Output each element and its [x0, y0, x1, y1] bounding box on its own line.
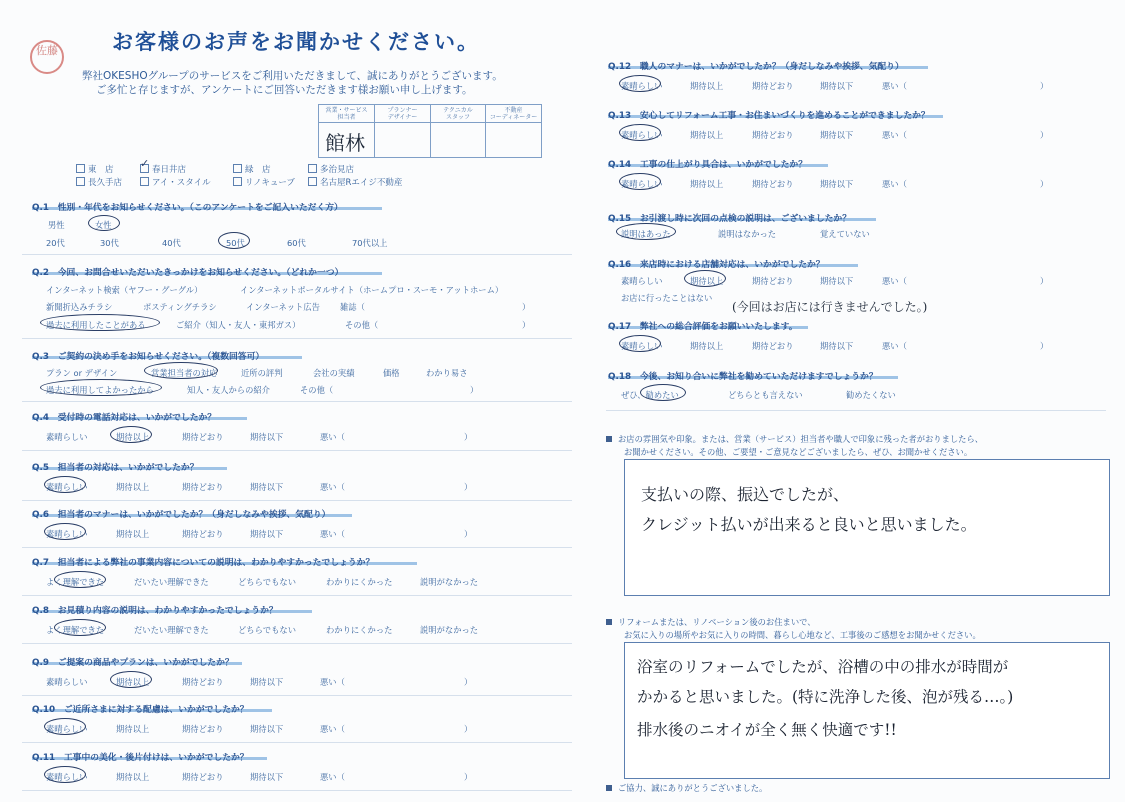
comment2-box[interactable] [624, 642, 1110, 779]
q16-opt-close: ） [1040, 276, 1049, 286]
q7-answer-circle [54, 571, 106, 588]
q10-label: Q.10 ご近所さまに対する配慮は、いかがでしたか？ [32, 705, 249, 715]
q5-answer-circle [44, 476, 86, 493]
q1-gender-female[interactable]: 女性 [95, 220, 112, 230]
q3-track-record[interactable]: 会社の実績 [313, 368, 355, 378]
q13-opt-6: ） [1040, 130, 1049, 140]
q1-gender-male[interactable]: 男性 [48, 220, 65, 230]
q12-opt-6: ） [1040, 81, 1049, 91]
q4-opt-6: ） [464, 432, 473, 442]
footer-thanks: ご協力、誠にありがとうございました。 [606, 782, 767, 794]
store-tajimi[interactable]: 多治見店 [308, 163, 354, 175]
q1-gender-answer-circle [88, 215, 120, 231]
comment1-prompt-1: お店の雰囲気や印象。または、営業（サービス）担当者や職人で印象に残った者がおりましたら、 [606, 433, 983, 445]
q17-opt-5[interactable]: 悪い（ [882, 341, 907, 351]
q2-internet-ad[interactable]: インターネット広告 [246, 302, 320, 312]
q17-opt-2[interactable]: 期待以上 [690, 341, 724, 351]
store-kasugai[interactable]: ✓ 春日井店 [140, 157, 187, 175]
q3-reputation[interactable]: 近所の評判 [241, 368, 283, 378]
q2-newspaper-flyer[interactable]: 新聞折込みチラシ [46, 302, 113, 312]
q9-opt-5[interactable]: 悪い（ [320, 677, 345, 687]
q1-age-60[interactable]: 60代 [287, 238, 306, 248]
q2-other[interactable]: その他（ [345, 320, 379, 330]
q5-opt-6: ） [464, 482, 473, 492]
q14-label: Q.14 工事の仕上がり具合は、いかがでしたか？ [608, 160, 808, 170]
q1-age-answer-circle [218, 232, 250, 249]
intro-line-1: 弊社OKESHOグループのサービスをご利用いただきまして、誠にありがとうございます。 [82, 70, 503, 82]
q16-opt-1[interactable]: 素晴らしい [621, 276, 663, 286]
q16-opt-3[interactable]: 期待どおり [752, 276, 794, 286]
q2-label: Q.2 今回、お問合せいただいたきっかけをお知らせください。（どれか一つ） [32, 268, 344, 278]
q12-answer-circle [619, 75, 661, 92]
q16-handwritten-note: (今回はお店には行きませんでした。) [732, 300, 928, 314]
q5-opt-4[interactable]: 期待以下 [250, 482, 284, 492]
q3-answer-circle-1 [144, 362, 218, 379]
q12-opt-1[interactable]: 素晴らしい [621, 81, 663, 91]
q2-magazine-close: ） [522, 302, 531, 312]
q9-opt-6: ） [464, 677, 473, 687]
comment1-prompt-2: お聞かせください。その他、ご要望・ご意見などございましたら、ぜひ、お聞かせください。 [624, 447, 973, 457]
q9-opt-4[interactable]: 期待以下 [250, 677, 284, 687]
q16-never-visited[interactable]: お店に行ったことはない [621, 293, 713, 303]
q11-label: Q.11 工事中の美化・後片付けは、いかがでしたか？ [32, 753, 249, 763]
staff-header-sales: 営業・サービス 担当者 [325, 107, 368, 121]
store-i-style[interactable]: アイ・スタイル [140, 176, 211, 188]
q15-explained[interactable]: 説明はあった [621, 229, 671, 239]
q14-opt-1[interactable]: 素晴らしい [621, 179, 663, 189]
q10-answer-circle [44, 718, 86, 735]
q3-clarity[interactable]: わかり易さ [426, 368, 468, 378]
q3-sales-staff[interactable]: 営業担当者の対応 [151, 368, 218, 378]
staff-table [318, 104, 542, 158]
q7-label: Q.7 担当者による弊社の事業内容についての説明は、わかりやすかったでしょうか？ [32, 558, 375, 568]
q17-opt-1[interactable]: 素晴らしい [621, 341, 663, 351]
q4-label: Q.4 受付時の電話対応は、いかがでしたか？ [32, 413, 217, 423]
q12-opt-5[interactable]: 悪い（ [882, 81, 907, 91]
q12-opt-2[interactable]: 期待以上 [690, 81, 724, 91]
q14-opt-3[interactable]: 期待どおり [752, 179, 794, 189]
staff-header-technical: テクニカル スタッフ [443, 107, 473, 121]
q13-answer-circle [619, 124, 661, 141]
q13-opt-5[interactable]: 悪い（ [882, 130, 907, 140]
q5-label: Q.5 担当者の対応は、いかがでしたか？ [32, 463, 199, 473]
q6-opt-1[interactable]: 素晴らしい [46, 529, 88, 539]
q7-opt-1[interactable]: よく理解できた [46, 577, 105, 587]
q10-opt-2[interactable]: 期待以上 [116, 724, 150, 734]
q3-past-good[interactable]: 過去に利用してよかったから [46, 385, 154, 395]
q3-plan-design[interactable]: プラン or デザイン [46, 368, 118, 378]
q4-opt-4[interactable]: 期待以下 [250, 432, 284, 442]
q13-opt-1[interactable]: 素晴らしい [621, 130, 663, 140]
q17-opt-3[interactable]: 期待どおり [752, 341, 794, 351]
q7-opt-4[interactable]: わかりにくかった [326, 577, 393, 587]
q10-opt-6: ） [464, 724, 473, 734]
q9-opt-1[interactable]: 素晴らしい [46, 677, 88, 687]
q5-opt-3[interactable]: 期待どおり [182, 482, 224, 492]
q2-past-use[interactable]: 過去に利用したことがある [46, 320, 146, 330]
q8-opt-4[interactable]: わかりにくかった [326, 625, 393, 635]
comment1-box[interactable] [624, 459, 1110, 596]
seal-stamp: 佐藤 [30, 40, 64, 74]
comment2-line-1: 浴室のリフォームでしたが、浴槽の中の排水が時間が [637, 658, 1009, 676]
staff-header-realestate: 不動産 コーディネーター [489, 107, 538, 121]
q8-opt-1[interactable]: よく理解できた [46, 625, 105, 635]
q2-other-close: ） [522, 320, 531, 330]
q1-age-40[interactable]: 40代 [162, 238, 181, 248]
q6-opt-6: ） [464, 529, 473, 539]
q8-opt-2[interactable]: だいたい理解できた [134, 625, 209, 635]
q7-opt-3[interactable]: どちらでもない [238, 577, 296, 587]
q8-opt-3[interactable]: どちらでもない [238, 625, 296, 635]
q6-opt-2[interactable]: 期待以上 [116, 529, 150, 539]
q6-opt-5[interactable]: 悪い（ [320, 529, 345, 539]
q11-answer-circle [44, 766, 86, 783]
q4-opt-1[interactable]: 素晴らしい [46, 432, 88, 442]
q3-other-close: ） [470, 385, 479, 395]
q6-opt-4[interactable]: 期待以下 [250, 529, 284, 539]
intro-line-2: ご多忙と存じますが、アンケートにご回答いただきます様お願い申し上げます。 [96, 84, 473, 96]
q4-opt-2[interactable]: 期待以上 [116, 432, 150, 442]
q8-label: Q.8 お見積り内容の説明は、わかりやすかったでしょうか？ [32, 606, 278, 616]
q1-age-70[interactable]: 70代以上 [352, 238, 388, 248]
q10-opt-1[interactable]: 素晴らしい [46, 724, 88, 734]
q3-price[interactable]: 価格 [383, 368, 400, 378]
q11-opt-2[interactable]: 期待以上 [116, 772, 150, 782]
q5-opt-1[interactable]: 素晴らしい [46, 482, 88, 492]
q16-opt-2[interactable]: 期待以上 [690, 276, 724, 286]
q14-answer-circle [619, 173, 661, 190]
q15-not-remember[interactable]: 覚えていない [820, 229, 870, 239]
q6-label: Q.6 担当者のマナーは、いかがでしたか？（身だしなみや挨拶、気配り） [32, 510, 331, 520]
q4-answer-circle [110, 426, 152, 443]
q13-opt-2[interactable]: 期待以上 [690, 130, 724, 140]
store-higashi[interactable]: 東 店 [76, 163, 114, 175]
q2-posting-flyer[interactable]: ポスティングチラシ [143, 302, 217, 312]
q9-label: Q.9 ご提案の商品やプランは、いかがでしたか？ [32, 658, 234, 668]
q11-opt-4[interactable]: 期待以下 [250, 772, 284, 782]
comment2-line-2: かかると思いました。(特に洗浄した後、泡が残る…。) [637, 688, 1014, 706]
q1-age-30[interactable]: 30代 [100, 238, 119, 248]
q15-label: Q.15 お引渡し時に次回の点検の説明は、ございましたか？ [608, 214, 851, 224]
q4-opt-3[interactable]: 期待どおり [182, 432, 224, 442]
q12-opt-3[interactable]: 期待どおり [752, 81, 794, 91]
q13-label: Q.13 安心してリフォーム工事・お住まいづくりを進めることができましたか？ [608, 111, 930, 121]
q11-opt-6: ） [464, 772, 473, 782]
store-midori[interactable]: 緑 店 [233, 163, 271, 175]
store-renocube[interactable]: リノキューブ [233, 176, 295, 188]
comment2-prompt-1: リフォームまたは、リノベーション後のお住まいで、 [606, 616, 816, 628]
q17-label: Q.17 弊社への総合評価をお願いいたします。 [608, 322, 798, 332]
q2-magazine[interactable]: 雑誌（ [340, 302, 365, 312]
comment2-line-3: 排水後のニオイが全く無く快適です!! [637, 721, 897, 739]
page-title: お客様のお声をお聞かせください。 [112, 30, 480, 54]
q6-opt-3[interactable]: 期待どおり [182, 529, 224, 539]
q9-opt-2[interactable]: 期待以上 [116, 677, 150, 687]
q17-answer-circle [619, 335, 661, 352]
q15-answer-circle [616, 223, 676, 240]
q7-opt-5[interactable]: 説明がなかった [420, 577, 479, 587]
q9-opt-3[interactable]: 期待どおり [182, 677, 224, 687]
q3-other[interactable]: その他（ [300, 385, 334, 395]
q3-friend-referral[interactable]: 知人・友人からの紹介 [187, 385, 270, 395]
q2-answer-circle [40, 314, 160, 331]
store-nagakute[interactable]: 長久手店 [76, 176, 122, 188]
q13-opt-4[interactable]: 期待以下 [820, 130, 854, 140]
q14-opt-6: ） [1040, 179, 1049, 189]
q14-opt-5[interactable]: 悪い（ [882, 179, 907, 189]
q2-portal-site[interactable]: インターネットポータルサイト（ホームプロ・スーモ・アットホーム） [240, 285, 504, 295]
q16-opt-4[interactable]: 期待以下 [820, 276, 854, 286]
q2-internet-search[interactable]: インターネット検索（ヤフー・グーグル） [46, 285, 203, 295]
comment1-line-2: クレジット払いが出来ると良いと思いました。 [641, 515, 977, 534]
q16-label: Q.16 来店時における店舗対応は、いかがでしたか？ [608, 260, 825, 270]
q1-label: Q.1 性別・年代をお知らせください。（このアンケートをご記入いただく方） [32, 203, 343, 213]
q14-opt-4[interactable]: 期待以下 [820, 179, 854, 189]
q10-opt-4[interactable]: 期待以下 [250, 724, 284, 734]
q3-label: Q.3 ご契約の決め手をお知らせください。（複数回答可） [32, 352, 265, 362]
q1-age-20[interactable]: 20代 [46, 238, 65, 248]
q16-opt-5[interactable]: 悪い（ [882, 276, 907, 286]
q9-answer-circle [110, 671, 152, 688]
q15-not-explained[interactable]: 説明はなかった [718, 229, 777, 239]
q5-opt-5[interactable]: 悪い（ [320, 482, 345, 492]
q17-opt-4[interactable]: 期待以下 [820, 341, 854, 351]
q6-answer-circle [44, 523, 86, 540]
comment2-prompt-2: お気に入りの場所やお気に入りの時間、暮らし心地など、工事後のご感想をお聞かせください。 [624, 630, 981, 640]
q5-opt-2[interactable]: 期待以上 [116, 482, 150, 492]
q18-not-recommend[interactable]: 勧めたくない [846, 390, 896, 400]
q14-opt-2[interactable]: 期待以上 [690, 179, 724, 189]
q12-opt-4[interactable]: 期待以下 [820, 81, 854, 91]
comment1-line-1: 支払いの際、振込でしたが、 [641, 485, 850, 504]
q7-opt-2[interactable]: だいたい理解できた [134, 577, 209, 587]
q10-opt-5[interactable]: 悪い（ [320, 724, 345, 734]
q11-opt-1[interactable]: 素晴らしい [46, 772, 88, 782]
q4-opt-5[interactable]: 悪い（ [320, 432, 345, 442]
q8-answer-circle [54, 619, 106, 636]
q3-answer-circle-2 [40, 379, 162, 396]
check-mark-icon: ✓ [140, 157, 150, 170]
staff-header-planner: プランナー デザイナー [387, 107, 418, 121]
q12-label: Q.12 職人のマナーは、いかがでしたか？（身だしなみや挨拶、気配り） [608, 62, 904, 72]
q1-age-50[interactable]: 50代 [226, 238, 245, 248]
q11-opt-3[interactable]: 期待どおり [182, 772, 224, 782]
q2-referral[interactable]: ご紹介（知人・友人・東邦ガス） [176, 320, 301, 330]
q16-answer-circle [684, 270, 726, 287]
q18-answer-circle [640, 384, 686, 401]
q18-label: Q.18 今後、お知り合いに弊社を勧めていただけますでしょうか？ [608, 372, 878, 382]
q18-recommend[interactable]: ぜひ、勧めたい [621, 390, 679, 400]
q17-opt-6: ） [1040, 341, 1049, 351]
q18-neutral[interactable]: どちらとも言えない [728, 390, 803, 400]
q13-opt-3[interactable]: 期待どおり [752, 130, 794, 140]
q10-opt-3[interactable]: 期待どおり [182, 724, 224, 734]
q8-opt-5[interactable]: 説明がなかった [420, 625, 479, 635]
q11-opt-5[interactable]: 悪い（ [320, 772, 345, 782]
staff-value-sales: 館林 [325, 131, 365, 155]
store-nagoya-r-age[interactable]: 名古屋Rエイジ不動産 [308, 176, 402, 188]
